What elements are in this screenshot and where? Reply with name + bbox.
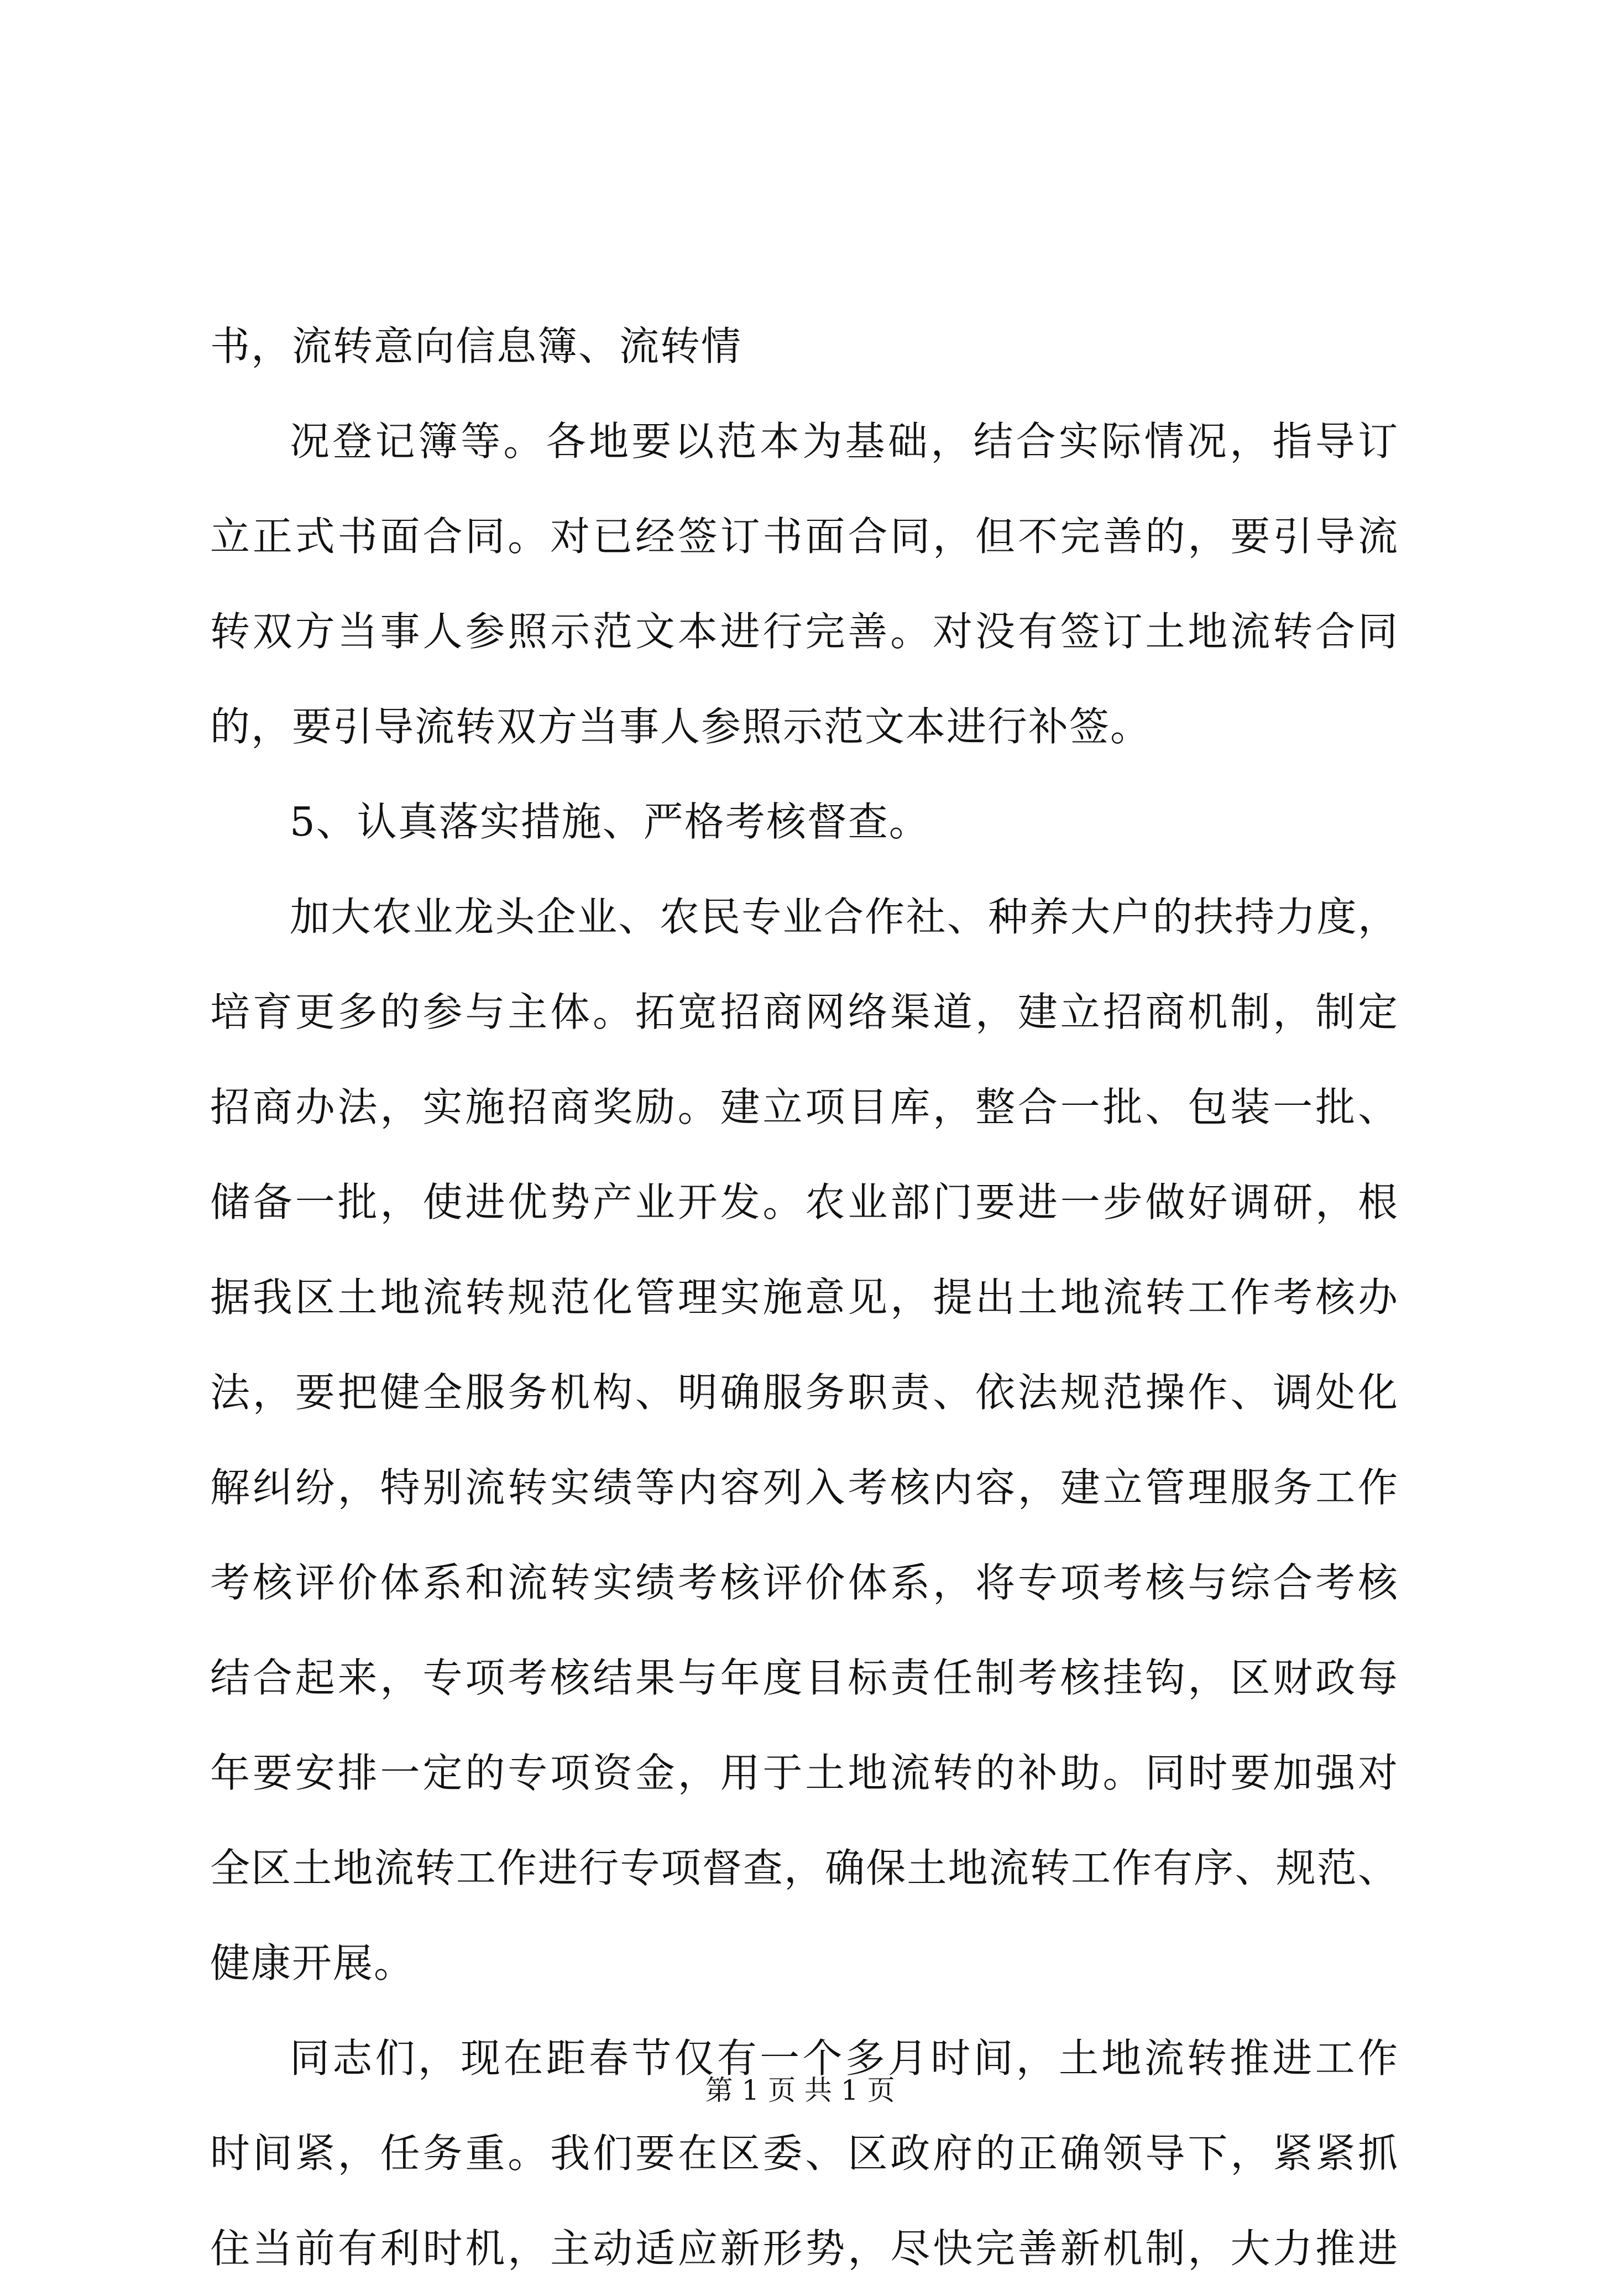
text-line: 年要安排一定的专项资金，用于土地流转的补助。同时要加强对 bbox=[210, 1750, 1399, 1796]
text-line: 结合起来，专项考核结果与年度目标责任制考核挂钩，区财政每 bbox=[210, 1655, 1399, 1701]
page-footer: 第 1 页 共 1 页 bbox=[705, 2074, 895, 2106]
text-line: 法，要把健全服务机构、明确服务职责、依法规范操作、调处化 bbox=[210, 1369, 1399, 1416]
text-line: 考核评价体系和流转实绩考核评价体系，将专项考核与综合考核 bbox=[210, 1559, 1399, 1606]
text-line: 立正式书面合同。对已经签订书面合同，但不完善的，要引导流 bbox=[210, 513, 1399, 560]
text-line: 健康开展。 bbox=[210, 1940, 415, 1986]
text-line: 招商办法，实施招商奖励。建立项目库，整合一批、包装一批、 bbox=[210, 1084, 1399, 1130]
text-line: 培育更多的参与主体。拓宽招商网络渠道，建立招商机制，制定 bbox=[210, 989, 1399, 1035]
text-line: 加大农业龙头企业、农民专业合作社、种养大户的扶持力度， bbox=[290, 894, 1399, 940]
text-line: 时间紧，任务重。我们要在区委、区政府的正确领导下，紧紧抓 bbox=[210, 2130, 1399, 2177]
text-line: 解纠纷，特别流转实绩等内容列入考核内容，建立管理服务工作 bbox=[210, 1464, 1399, 1511]
text-line: 同志们，现在距春节仅有一个多月时间，土地流转推进工作 bbox=[290, 2035, 1399, 2081]
text-line: 据我区土地流转规范化管理实施意见，提出土地流转工作考核办 bbox=[210, 1274, 1399, 1321]
text-line: 的，要引导流转双方当事人参照示范文本进行补签。 bbox=[210, 703, 1152, 750]
text-line: 转双方当事人参照示范文本进行完善。对没有签订土地流转合同 bbox=[210, 608, 1399, 655]
section-heading: 5、认真落实措施、严格考核督查。 bbox=[290, 799, 930, 845]
text-line: 储备一批，使进优势产业开发。农业部门要进一步做好调研，根 bbox=[210, 1179, 1399, 1225]
text-line: 全区土地流转工作进行专项督查，确保土地流转工作有序、规范、 bbox=[210, 1845, 1399, 1891]
document-body bbox=[210, 299, 1399, 2296]
text-line: 住当前有利时机，主动适应新形势，尽快完善新机制，大力推进 bbox=[210, 2225, 1399, 2272]
text-line: 况登记簿等。各地要以范本为基础，结合实际情况，指导订 bbox=[290, 418, 1399, 465]
text-line: 书，流转意向信息簿、流转情 bbox=[210, 323, 743, 369]
